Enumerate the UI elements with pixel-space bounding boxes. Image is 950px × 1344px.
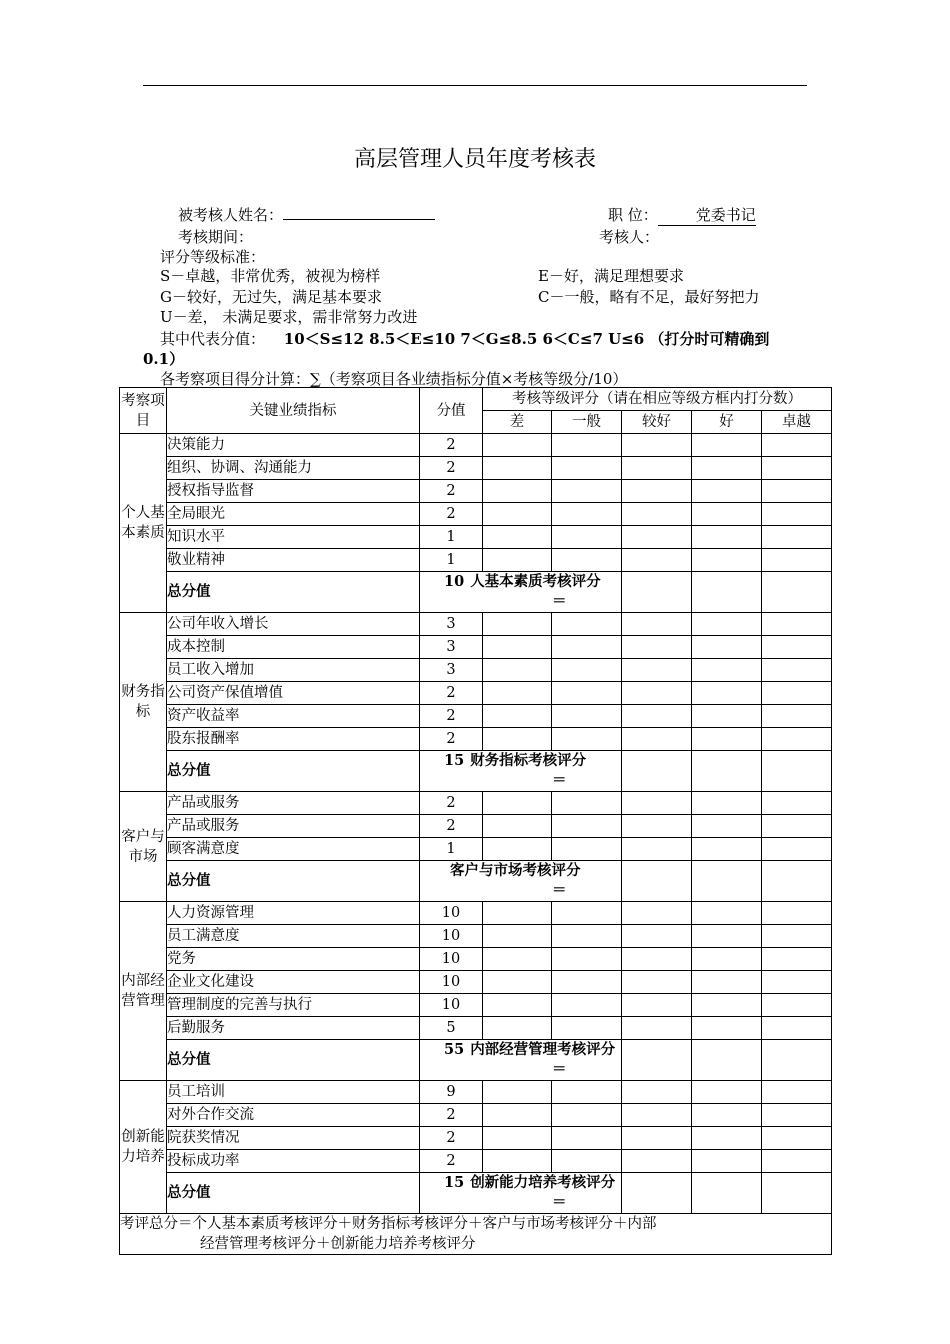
position-label: 职 位： bbox=[608, 206, 658, 224]
table-row bbox=[120, 434, 832, 457]
grade-input-cell[interactable] bbox=[762, 705, 832, 728]
grade-input-cell[interactable] bbox=[692, 948, 762, 971]
table-row bbox=[120, 1127, 832, 1150]
grade-input-cell[interactable] bbox=[552, 1127, 622, 1150]
table-row bbox=[120, 480, 832, 503]
grade-input-cell[interactable] bbox=[552, 1150, 622, 1173]
grade-input-cell[interactable] bbox=[762, 457, 832, 480]
grade-input-cell[interactable] bbox=[483, 682, 552, 705]
indicator-cell: 资产收益率 bbox=[167, 705, 420, 728]
indicator-cell: 院获奖情况 bbox=[167, 1127, 420, 1150]
score-cell: 2 bbox=[420, 1104, 483, 1127]
grade-input-cell[interactable] bbox=[762, 659, 832, 682]
grade-input-cell[interactable] bbox=[483, 1127, 552, 1150]
grade-input-cell[interactable] bbox=[762, 503, 832, 526]
table-row bbox=[120, 902, 832, 925]
grade-input-cell[interactable] bbox=[622, 1081, 692, 1104]
grade-header: 较好 bbox=[622, 411, 692, 434]
total-row bbox=[120, 1173, 832, 1214]
grade-input-cell[interactable] bbox=[692, 549, 762, 572]
total-label: 总分值 bbox=[167, 1173, 420, 1214]
score-cell: 2 bbox=[420, 682, 483, 705]
score-values-text: 10＜S≤12 8.5＜E≤10 7＜G≤8.5 6＜C≤7 U≤6 （打分时可精确到 bbox=[283, 330, 770, 348]
table-row bbox=[120, 613, 832, 636]
grade-input-cell[interactable] bbox=[622, 549, 692, 572]
total-value-cell bbox=[420, 1040, 622, 1081]
grade-input-cell[interactable] bbox=[692, 1017, 762, 1040]
grade-input-cell[interactable] bbox=[622, 613, 692, 636]
table-row bbox=[120, 925, 832, 948]
grade-input-cell[interactable] bbox=[762, 994, 832, 1017]
indicator-cell: 全局眼光 bbox=[167, 503, 420, 526]
total-value-cell bbox=[420, 572, 622, 613]
grade-input-cell[interactable] bbox=[762, 838, 832, 861]
table-row bbox=[120, 636, 832, 659]
grade-input-cell[interactable] bbox=[762, 1150, 832, 1173]
grade-input-cell[interactable] bbox=[552, 503, 622, 526]
score-cell: 2 bbox=[420, 1150, 483, 1173]
table-row bbox=[120, 994, 832, 1017]
grade-input-cell[interactable] bbox=[692, 815, 762, 838]
grade-input-cell[interactable] bbox=[692, 659, 762, 682]
table-row bbox=[120, 728, 832, 751]
grade-input-cell[interactable] bbox=[622, 948, 692, 971]
grade-input-cell[interactable] bbox=[552, 1017, 622, 1040]
indicator-cell: 授权指导监督 bbox=[167, 480, 420, 503]
grade-input-cell[interactable] bbox=[762, 480, 832, 503]
grade-input-cell[interactable] bbox=[552, 1104, 622, 1127]
grade-input-cell[interactable] bbox=[483, 549, 552, 572]
total-description: 创新能力培养考核评分 bbox=[470, 1174, 616, 1191]
grade-input-cell[interactable] bbox=[483, 503, 552, 526]
table-row bbox=[120, 659, 832, 682]
grade-input-cell[interactable] bbox=[483, 1081, 552, 1104]
total-score: 10 bbox=[444, 573, 465, 590]
indicator-cell: 投标成功率 bbox=[167, 1150, 420, 1173]
total-row bbox=[120, 1040, 832, 1081]
grade-input-cell[interactable] bbox=[552, 948, 622, 971]
category-cell: 创新能力培养 bbox=[120, 1081, 167, 1214]
evaluation-table bbox=[119, 387, 832, 1255]
table-row bbox=[120, 1104, 832, 1127]
grade-input-cell[interactable] bbox=[762, 682, 832, 705]
indicator-cell: 对外合作交流 bbox=[167, 1104, 420, 1127]
grade-input-cell[interactable] bbox=[552, 636, 622, 659]
header-score: 分值 bbox=[420, 388, 483, 434]
grade-input-cell[interactable] bbox=[692, 971, 762, 994]
grade-input-cell[interactable] bbox=[552, 480, 622, 503]
table-row bbox=[120, 948, 832, 971]
score-cell: 10 bbox=[420, 971, 483, 994]
grade-input-cell[interactable] bbox=[692, 1127, 762, 1150]
grade-input-cell[interactable] bbox=[692, 1150, 762, 1173]
grade-input-cell[interactable] bbox=[622, 971, 692, 994]
grade-input-cell[interactable] bbox=[762, 526, 832, 549]
grade-input-cell[interactable] bbox=[483, 838, 552, 861]
grade-input-cell[interactable] bbox=[692, 705, 762, 728]
grade-input-cell[interactable] bbox=[692, 682, 762, 705]
table-row bbox=[120, 682, 832, 705]
grade-input-cell[interactable] bbox=[692, 1104, 762, 1127]
grade-input-cell[interactable] bbox=[552, 613, 622, 636]
name-field-row bbox=[178, 204, 435, 225]
table-row bbox=[120, 503, 832, 526]
grade-input-cell[interactable] bbox=[692, 434, 762, 457]
grade-input-cell[interactable] bbox=[762, 728, 832, 751]
indicator-cell: 公司资产保值增值 bbox=[167, 682, 420, 705]
criteria-heading: 评分等级标准： bbox=[160, 248, 266, 266]
category-cell: 内部经营管理 bbox=[120, 902, 167, 1081]
score-cell: 2 bbox=[420, 705, 483, 728]
criteria-c: C－一般，略有不足，最好努把力 bbox=[538, 288, 760, 306]
score-values-label: 其中代表分值： bbox=[160, 330, 266, 348]
grade-input-cell[interactable] bbox=[622, 480, 692, 503]
total-value-cell bbox=[420, 861, 622, 902]
grade-input-cell[interactable] bbox=[622, 1127, 692, 1150]
score-cell: 3 bbox=[420, 636, 483, 659]
criteria-s: S－卓越，非常优秀，被视为榜样 bbox=[160, 267, 381, 285]
total-value-cell bbox=[420, 751, 622, 792]
grade-input-cell[interactable] bbox=[552, 682, 622, 705]
indicator-cell: 企业文化建设 bbox=[167, 971, 420, 994]
grade-input-cell[interactable] bbox=[483, 815, 552, 838]
header-indicator: 关键业绩指标 bbox=[167, 388, 420, 434]
grade-input-cell[interactable] bbox=[622, 838, 692, 861]
total-input-cell[interactable] bbox=[762, 1173, 832, 1214]
grade-input-cell[interactable] bbox=[552, 925, 622, 948]
position-field-row bbox=[608, 204, 756, 226]
grade-input-cell[interactable] bbox=[483, 526, 552, 549]
name-input[interactable] bbox=[283, 205, 435, 220]
grade-input-cell[interactable] bbox=[762, 925, 832, 948]
indicator-cell: 敬业精神 bbox=[167, 549, 420, 572]
score-cell: 3 bbox=[420, 613, 483, 636]
total-row bbox=[120, 572, 832, 613]
total-input-cell[interactable] bbox=[692, 861, 762, 902]
grade-input-cell[interactable] bbox=[622, 682, 692, 705]
total-input-cell[interactable] bbox=[692, 572, 762, 613]
equals-sign: ＝ bbox=[552, 882, 567, 899]
grade-input-cell[interactable] bbox=[692, 728, 762, 751]
grade-input-cell[interactable] bbox=[483, 457, 552, 480]
total-description: 客户与市场考核评分 bbox=[450, 862, 581, 879]
grade-input-cell[interactable] bbox=[483, 925, 552, 948]
grade-input-cell[interactable] bbox=[622, 457, 692, 480]
grade-input-cell[interactable] bbox=[622, 1104, 692, 1127]
indicator-cell: 管理制度的完善与执行 bbox=[167, 994, 420, 1017]
grade-input-cell[interactable] bbox=[692, 1081, 762, 1104]
grade-input-cell[interactable] bbox=[762, 1127, 832, 1150]
score-cell: 2 bbox=[420, 480, 483, 503]
grade-input-cell[interactable] bbox=[552, 792, 622, 815]
table-row bbox=[120, 1017, 832, 1040]
grade-header: 一般 bbox=[552, 411, 622, 434]
total-input-cell[interactable] bbox=[692, 751, 762, 792]
grade-input-cell[interactable] bbox=[622, 503, 692, 526]
table-row bbox=[120, 705, 832, 728]
summary-line-2: 经营管理考核评分＋创新能力培养考核评分 bbox=[200, 1236, 476, 1252]
indicator-cell: 产品或服务 bbox=[167, 815, 420, 838]
equals-sign: ＝ bbox=[552, 1194, 567, 1211]
table-row bbox=[120, 457, 832, 480]
grade-input-cell[interactable] bbox=[483, 728, 552, 751]
indicator-cell: 决策能力 bbox=[167, 434, 420, 457]
grade-input-cell[interactable] bbox=[762, 815, 832, 838]
total-input-cell[interactable] bbox=[622, 861, 692, 902]
period-label[interactable]: 考核期间： bbox=[178, 228, 254, 246]
grade-input-cell[interactable] bbox=[483, 705, 552, 728]
total-label: 总分值 bbox=[167, 1040, 420, 1081]
grade-input-cell[interactable] bbox=[622, 902, 692, 925]
indicator-cell: 人力资源管理 bbox=[167, 902, 420, 925]
score-values-wrap: 0.1） bbox=[143, 350, 185, 368]
grade-input-cell[interactable] bbox=[622, 434, 692, 457]
grade-input-cell[interactable] bbox=[622, 994, 692, 1017]
grade-input-cell[interactable] bbox=[622, 925, 692, 948]
table-row bbox=[120, 792, 832, 815]
header-rule bbox=[143, 85, 807, 86]
grade-input-cell[interactable] bbox=[483, 994, 552, 1017]
score-cell: 1 bbox=[420, 838, 483, 861]
score-cell: 2 bbox=[420, 1127, 483, 1150]
category-cell: 客户与市场 bbox=[120, 792, 167, 902]
total-description: 内部经营管理考核评分 bbox=[470, 1041, 616, 1058]
grade-input-cell[interactable] bbox=[762, 549, 832, 572]
grade-input-cell[interactable] bbox=[483, 902, 552, 925]
grade-input-cell[interactable] bbox=[692, 902, 762, 925]
reviewer-label[interactable]: 考核人： bbox=[599, 228, 660, 246]
score-cell: 2 bbox=[420, 792, 483, 815]
grade-input-cell[interactable] bbox=[692, 792, 762, 815]
indicator-cell: 后勤服务 bbox=[167, 1017, 420, 1040]
indicator-cell: 党务 bbox=[167, 948, 420, 971]
score-cell: 9 bbox=[420, 1081, 483, 1104]
grade-input-cell[interactable] bbox=[622, 526, 692, 549]
total-score: 55 bbox=[444, 1041, 465, 1058]
total-input-cell[interactable] bbox=[622, 1040, 692, 1081]
summary-line-1: 考评总分＝个人基本素质考核评分＋财务指标考核评分＋客户与市场考核评分＋内部 bbox=[120, 1216, 657, 1232]
table-row bbox=[120, 815, 832, 838]
grade-input-cell[interactable] bbox=[552, 434, 622, 457]
grade-input-cell[interactable] bbox=[552, 971, 622, 994]
total-input-cell[interactable] bbox=[622, 572, 692, 613]
category-cell: 财务指标 bbox=[120, 613, 167, 792]
summary-row bbox=[120, 1214, 832, 1255]
total-description: 财务指标考核评分 bbox=[470, 752, 587, 769]
score-cell: 1 bbox=[420, 526, 483, 549]
grade-input-cell[interactable] bbox=[622, 792, 692, 815]
score-cell: 5 bbox=[420, 1017, 483, 1040]
grade-input-cell[interactable] bbox=[762, 971, 832, 994]
score-cell: 10 bbox=[420, 925, 483, 948]
total-score: 15 bbox=[444, 1174, 465, 1191]
grade-input-cell[interactable] bbox=[762, 792, 832, 815]
grade-input-cell[interactable] bbox=[692, 503, 762, 526]
grade-input-cell[interactable] bbox=[483, 792, 552, 815]
criteria-e: E－好，满足理想要求 bbox=[538, 267, 684, 285]
grade-input-cell[interactable] bbox=[483, 1150, 552, 1173]
summary-cell bbox=[120, 1214, 832, 1255]
total-label: 总分值 bbox=[167, 572, 420, 613]
total-row bbox=[120, 751, 832, 792]
score-cell: 3 bbox=[420, 659, 483, 682]
grade-input-cell[interactable] bbox=[692, 480, 762, 503]
table-row bbox=[120, 971, 832, 994]
grade-input-cell[interactable] bbox=[552, 705, 622, 728]
table-row bbox=[120, 1081, 832, 1104]
grade-input-cell[interactable] bbox=[622, 636, 692, 659]
table-row bbox=[120, 838, 832, 861]
grade-input-cell[interactable] bbox=[622, 1017, 692, 1040]
table-row bbox=[120, 1150, 832, 1173]
grade-input-cell[interactable] bbox=[483, 434, 552, 457]
indicator-cell: 知识水平 bbox=[167, 526, 420, 549]
grade-input-cell[interactable] bbox=[552, 549, 622, 572]
total-score: 15 bbox=[444, 752, 465, 769]
grade-input-cell[interactable] bbox=[483, 948, 552, 971]
criteria-g: G－较好，无过失，满足基本要求 bbox=[160, 288, 382, 306]
score-cell: 2 bbox=[420, 434, 483, 457]
grade-input-cell[interactable] bbox=[762, 636, 832, 659]
grade-input-cell[interactable] bbox=[692, 925, 762, 948]
indicator-cell: 成本控制 bbox=[167, 636, 420, 659]
grade-input-cell[interactable] bbox=[483, 480, 552, 503]
grade-header: 差 bbox=[483, 411, 552, 434]
indicator-cell: 公司年收入增长 bbox=[167, 613, 420, 636]
equals-sign: ＝ bbox=[552, 772, 567, 789]
indicator-cell: 组织、协调、沟通能力 bbox=[167, 457, 420, 480]
total-description: 人基本素质考核评分 bbox=[470, 573, 601, 590]
indicator-cell: 股东报酬率 bbox=[167, 728, 420, 751]
grade-input-cell[interactable] bbox=[762, 1017, 832, 1040]
grade-header: 卓越 bbox=[762, 411, 832, 434]
grade-input-cell[interactable] bbox=[483, 971, 552, 994]
grade-input-cell[interactable] bbox=[552, 902, 622, 925]
page-title: 高层管理人员年度考核表 bbox=[353, 147, 596, 172]
score-values-row bbox=[160, 328, 769, 349]
score-cell: 2 bbox=[420, 503, 483, 526]
score-cell: 1 bbox=[420, 549, 483, 572]
total-input-cell[interactable] bbox=[762, 572, 832, 613]
score-cell: 10 bbox=[420, 902, 483, 925]
grade-input-cell[interactable] bbox=[692, 457, 762, 480]
grade-input-cell[interactable] bbox=[483, 636, 552, 659]
grade-input-cell[interactable] bbox=[552, 838, 622, 861]
grade-input-cell[interactable] bbox=[483, 659, 552, 682]
grade-input-cell[interactable] bbox=[483, 613, 552, 636]
grade-input-cell[interactable] bbox=[762, 948, 832, 971]
grade-input-cell[interactable] bbox=[622, 659, 692, 682]
indicator-cell: 员工满意度 bbox=[167, 925, 420, 948]
criteria-u: U－差， 未满足要求，需非常努力改进 bbox=[160, 308, 418, 326]
grade-input-cell[interactable] bbox=[483, 1017, 552, 1040]
total-label: 总分值 bbox=[167, 861, 420, 902]
name-label: 被考核人姓名： bbox=[178, 206, 284, 224]
grade-input-cell[interactable] bbox=[552, 1081, 622, 1104]
grade-header: 好 bbox=[692, 411, 762, 434]
grade-input-cell[interactable] bbox=[762, 1104, 832, 1127]
score-cell: 10 bbox=[420, 948, 483, 971]
grade-input-cell[interactable] bbox=[762, 434, 832, 457]
total-input-cell[interactable] bbox=[692, 1040, 762, 1081]
indicator-cell: 员工收入增加 bbox=[167, 659, 420, 682]
formula-text: 各考察项目得分计算：∑（考察项目各业绩指标分值×考核等级分/10） bbox=[160, 370, 628, 388]
indicator-cell: 产品或服务 bbox=[167, 792, 420, 815]
total-row bbox=[120, 861, 832, 902]
table-row bbox=[120, 549, 832, 572]
total-input-cell[interactable] bbox=[692, 1173, 762, 1214]
total-label: 总分值 bbox=[167, 751, 420, 792]
score-cell: 2 bbox=[420, 457, 483, 480]
score-cell: 2 bbox=[420, 728, 483, 751]
grade-input-cell[interactable] bbox=[552, 457, 622, 480]
grade-input-cell[interactable] bbox=[552, 815, 622, 838]
grade-input-cell[interactable] bbox=[622, 705, 692, 728]
grade-input-cell[interactable] bbox=[552, 526, 622, 549]
grade-input-cell[interactable] bbox=[692, 613, 762, 636]
grade-input-cell[interactable] bbox=[692, 994, 762, 1017]
header-category: 考察项目 bbox=[120, 388, 167, 434]
total-input-cell[interactable] bbox=[622, 751, 692, 792]
grade-input-cell[interactable] bbox=[622, 815, 692, 838]
indicator-cell: 员工培训 bbox=[167, 1081, 420, 1104]
equals-sign: ＝ bbox=[552, 593, 567, 610]
grade-input-cell[interactable] bbox=[622, 1150, 692, 1173]
header-grading: 考核等级评分（请在相应等级方框内打分数） bbox=[483, 388, 832, 411]
grade-input-cell[interactable] bbox=[692, 636, 762, 659]
grade-input-cell[interactable] bbox=[762, 902, 832, 925]
score-cell: 10 bbox=[420, 994, 483, 1017]
table-row bbox=[120, 526, 832, 549]
grade-input-cell[interactable] bbox=[483, 1104, 552, 1127]
grade-input-cell[interactable] bbox=[552, 994, 622, 1017]
grade-input-cell[interactable] bbox=[622, 728, 692, 751]
total-input-cell[interactable] bbox=[762, 751, 832, 792]
equals-sign: ＝ bbox=[552, 1061, 567, 1078]
grade-input-cell[interactable] bbox=[762, 1081, 832, 1104]
total-value-cell bbox=[420, 1173, 622, 1214]
grade-input-cell[interactable] bbox=[552, 659, 622, 682]
total-input-cell[interactable] bbox=[762, 1040, 832, 1081]
grade-input-cell[interactable] bbox=[692, 526, 762, 549]
total-input-cell[interactable] bbox=[762, 861, 832, 902]
grade-input-cell[interactable] bbox=[552, 728, 622, 751]
score-cell: 2 bbox=[420, 815, 483, 838]
category-cell: 个人基本素质 bbox=[120, 434, 167, 613]
indicator-cell: 顾客满意度 bbox=[167, 838, 420, 861]
position-value[interactable]: 党委书记 bbox=[658, 204, 756, 226]
grade-input-cell[interactable] bbox=[692, 838, 762, 861]
total-input-cell[interactable] bbox=[622, 1173, 692, 1214]
grade-input-cell[interactable] bbox=[762, 613, 832, 636]
